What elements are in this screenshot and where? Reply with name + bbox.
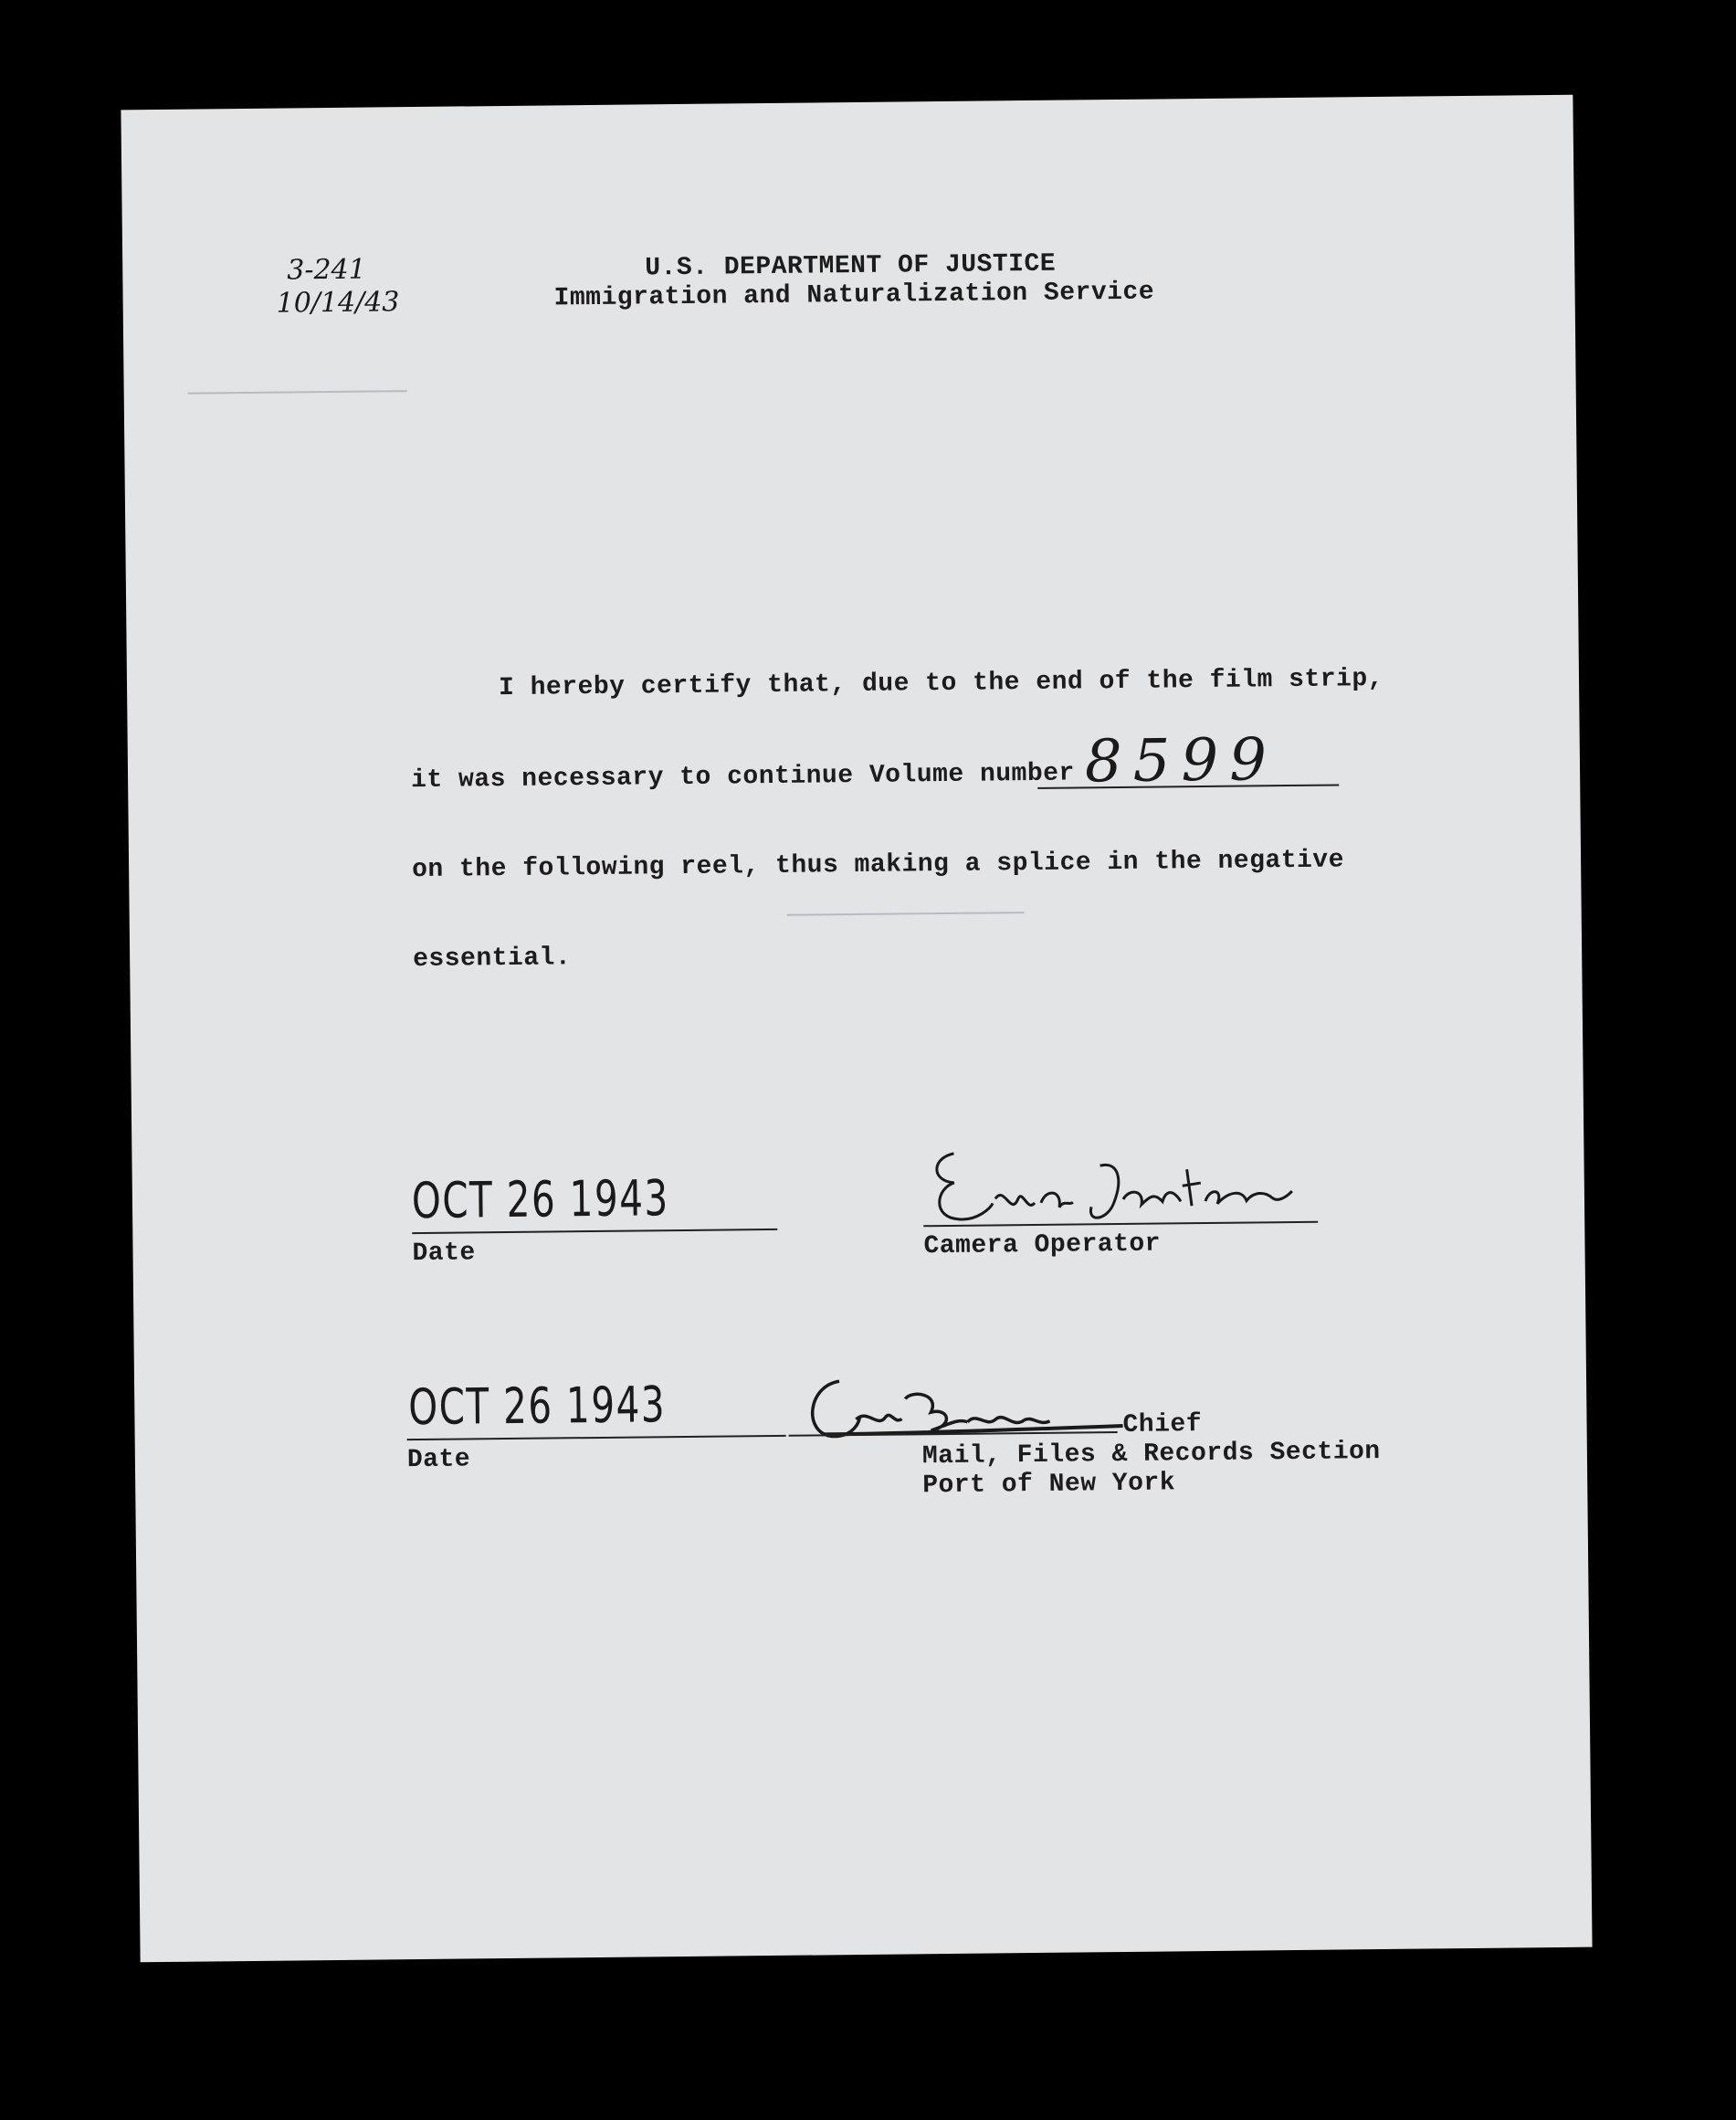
form-date: 10/14/43 — [276, 286, 400, 320]
chief-title: Chief — [1122, 1410, 1203, 1440]
operator-date-stamp: OCT 26 1943 — [411, 1169, 670, 1230]
records-section-label: Mail, Files & Records Section — [921, 1438, 1381, 1471]
camera-operator-label: Camera Operator — [923, 1229, 1162, 1261]
document-page — [121, 95, 1592, 1963]
operator-signature — [926, 1113, 1310, 1236]
operator-date-line — [412, 1229, 777, 1234]
form-code: 3-241 — [287, 253, 366, 287]
operator-date-label: Date — [412, 1239, 476, 1269]
body-line-4: essential. — [413, 944, 572, 975]
body-line-2: it was necessary to continue Volume number — [410, 759, 1075, 796]
faint-rule — [188, 390, 407, 395]
volume-number: 8599 — [1084, 726, 1278, 796]
body-line-3: on the following reel, thus making a splice in the negative — [411, 846, 1345, 885]
service-heading: Immigration and Naturalization Service — [553, 278, 1155, 313]
chief-date-stamp: OCT 26 1943 — [407, 1376, 667, 1437]
port-label: Port of New York — [922, 1469, 1176, 1501]
department-heading: U.S. DEPARTMENT OF JUSTICE — [645, 249, 1057, 283]
chief-date-label: Date — [406, 1445, 471, 1475]
chief-date-line — [407, 1435, 786, 1440]
body-line-1: I hereby certify that, due to the end of the film strip, — [498, 664, 1384, 703]
faint-rule — [787, 912, 1025, 916]
